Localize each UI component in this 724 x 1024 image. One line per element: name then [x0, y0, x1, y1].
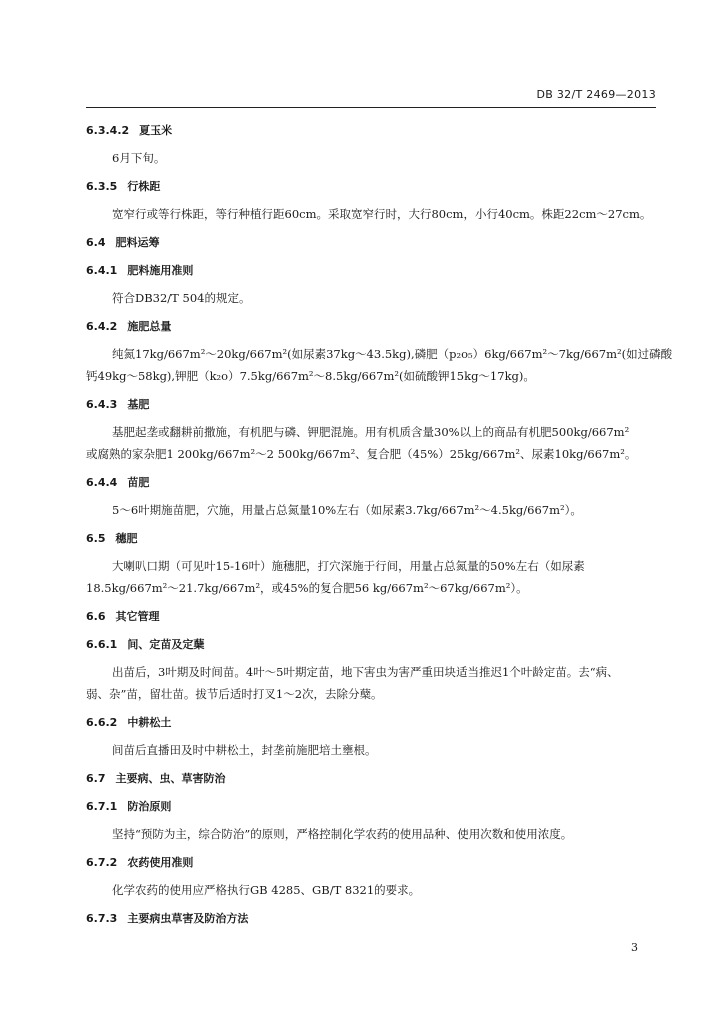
section-title: 肥料施用准则 [127, 264, 194, 277]
section-number: 6.6 [86, 610, 106, 623]
section-number: 6.3.5 [86, 180, 118, 193]
section-title: 肥料运筹 [115, 236, 160, 249]
section-title: 穗肥 [115, 532, 138, 545]
paragraph-line: 符合DB32/T 504的规定。 [112, 291, 251, 305]
section-number: 6.5 [86, 532, 106, 545]
section-heading [86, 318, 171, 334]
section-number: 6.4.1 [86, 264, 118, 277]
section-title: 施肥总量 [127, 320, 172, 333]
paragraph-continuation: 或腐熟的家杂肥1 200kg/667m²～2 500kg/667m²、复合肥（45%）25kg/667m²、尿素10kg/667m²。 [86, 447, 637, 461]
paragraph-line: 大喇叭口期（可见叶15-16叶）施穗肥，打穴深施于行间，用量占总氮量的50%左右（如尿素 [112, 559, 585, 573]
paragraph-continuation: 弱、杂”苗，留壮苗。拔节后适时打叉1～2次，去除分蘖。 [86, 687, 383, 701]
section-title: 间、定苗及定蘖 [127, 638, 205, 651]
section-title: 苗肥 [127, 476, 150, 489]
section-title: 基肥 [127, 398, 150, 411]
section-heading [86, 234, 160, 250]
section-title: 主要病虫草害及防治方法 [127, 912, 249, 925]
section-heading [86, 178, 160, 194]
section-heading [86, 474, 149, 490]
paragraph-line: 纯氮17kg/667m²～20kg/667m²(如尿素37kg～43.5kg),磷肥（p₂o₅）6kg/667m²～7kg/667m²(如过磷酸 [112, 347, 673, 361]
section-number: 6.4 [86, 236, 106, 249]
paragraph-line: 间苗后直播田及时中耕松土，封垄前施肥培土壅根。 [112, 743, 377, 757]
section-number: 6.4.2 [86, 320, 118, 333]
section-heading [86, 770, 226, 786]
section-heading [86, 608, 160, 624]
section-heading [86, 396, 149, 412]
section-title: 夏玉米 [139, 124, 173, 137]
paragraph-continuation: 18.5kg/667m²～21.7kg/667m²，或45%的复合肥56 kg/667m²～67kg/667m²）。 [86, 581, 528, 595]
section-number: 6.7.1 [86, 800, 118, 813]
section-heading [86, 854, 193, 870]
paragraph-line: 5～6叶期施苗肥，穴施，用量占总氮量10%左右（如尿素3.7kg/667m²～4.5kg/667m²）。 [112, 503, 582, 517]
section-number: 6.3.4.2 [86, 124, 130, 137]
section-number: 6.6.2 [86, 716, 118, 729]
section-number: 6.4.4 [86, 476, 118, 489]
section-title: 主要病、虫、草害防治 [115, 772, 226, 785]
paragraph-continuation: 钙49kg～58kg),钾肥（k₂o）7.5kg/667m²～8.5kg/667m²(如硫酸钾15kg～17kg)。 [86, 369, 535, 383]
section-heading [86, 714, 171, 730]
section-number: 6.6.1 [86, 638, 118, 651]
paragraph-line: 基肥起垄或翻耕前撒施，有机肥与磷、钾肥混施。用有机质含量30%以上的商品有机肥500kg/667m² [112, 425, 630, 439]
paragraph-line: 出苗后，3叶期及时间苗。4叶～5叶期定苗，地下害虫为害严重田块适当推迟1个叶龄定苗。去“病、 [112, 665, 619, 679]
section-title: 防治原则 [127, 800, 172, 813]
section-title: 其它管理 [115, 610, 160, 623]
section-heading [86, 798, 171, 814]
section-title: 行株距 [127, 180, 161, 193]
section-heading [86, 530, 138, 546]
paragraph-line: 宽窄行或等行株距，等行种植行距60cm。采取宽窄行时，大行80cm，小行40cm。株距22cm～27cm。 [112, 207, 652, 221]
paragraph-line: 化学农药的使用应严格执行GB 4285、GB/T 8321的要求。 [112, 883, 421, 897]
section-heading [86, 636, 204, 652]
paragraph-line: 6月下旬。 [112, 151, 166, 165]
section-heading [86, 262, 193, 278]
section-title: 农药使用准则 [127, 856, 194, 869]
section-heading [86, 910, 248, 926]
document-code: DB 32/T 2469—2013 [536, 88, 656, 101]
page-number: 3 [631, 941, 638, 954]
section-heading [86, 122, 172, 138]
section-number: 6.7 [86, 772, 106, 785]
section-number: 6.7.3 [86, 912, 118, 925]
section-number: 6.7.2 [86, 856, 118, 869]
section-number: 6.4.3 [86, 398, 118, 411]
section-title: 中耕松土 [127, 716, 172, 729]
paragraph-line: 坚持“预防为主，综合防治”的原则，严格控制化学农药的使用品种、使用次数和使用浓度。 [112, 827, 573, 841]
header-rule [86, 107, 656, 108]
